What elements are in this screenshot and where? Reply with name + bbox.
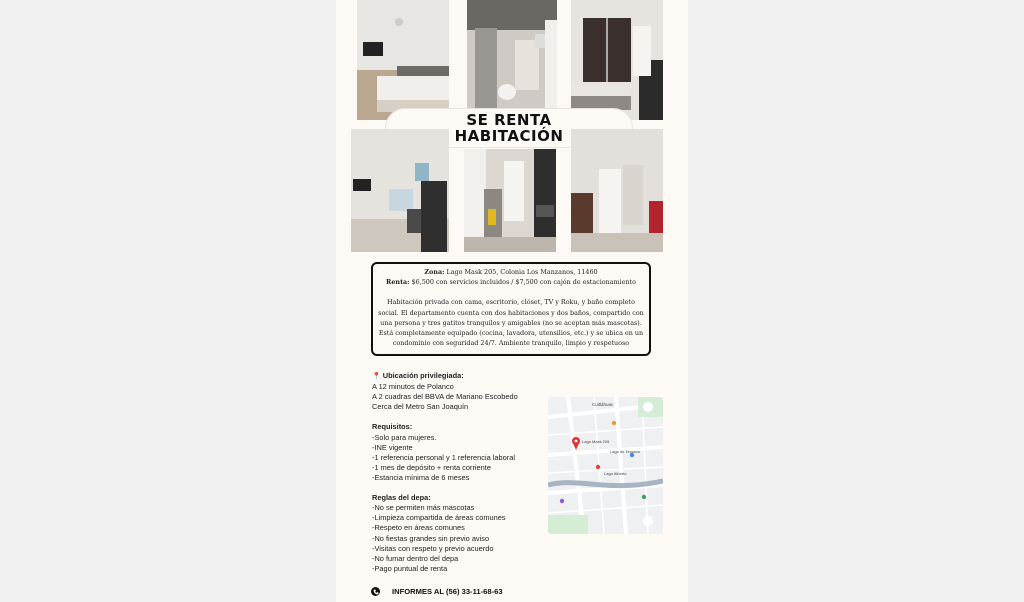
contact-text: INFORMES AL (56) 33-11-68-63 [392,587,503,596]
requisito-item: -Solo para mujeres. [372,432,437,442]
photo-living-room [351,129,449,252]
requisito-item: -Estancia mínima de 6 meses [372,472,470,482]
requisitos-title: Requisitos: [372,422,413,432]
ubicacion-item: A 2 cuadras del BBVA de Mariano Escobedo [372,392,518,402]
regla-item: -Respeto en áreas comunes [372,523,465,533]
flyer [336,0,688,602]
map-label-3: Lago Alberto [604,471,627,476]
renta-line [377,277,645,287]
title-line-1: SE RENTA [466,111,552,129]
info-box [371,262,651,356]
regla-item: -No fumar dentro del depa [372,553,459,563]
zona-line [377,267,645,277]
photo-kitchen [464,149,556,252]
regla-item: -Visitas con respeto y previo acuerdo [372,543,494,553]
contact-line [371,587,503,596]
photo-hallway [571,129,663,252]
renta-value: $6,500 con servicios incluidos / $7,500 con cajón de estacionamiento [409,278,636,287]
reglas-title: Reglas del depa: [372,493,431,503]
zona-value: Lago Mask 205, Colonia Los Manzanos, 11460 [444,268,598,276]
title-line-2: HABITACIÓN [454,127,564,145]
photo-bedroom [357,0,449,120]
location-map[interactable] [548,397,663,534]
ubicacion-title: Ubicación privilegiada: [382,371,464,380]
requisito-item: -1 mes de depósito + renta corriente [372,462,491,472]
map-label-4: Lago de Texcoco [610,449,641,454]
regla-item: -No fiestas grandes sin previo aviso [372,533,490,543]
map-pin-icon: 📍 [372,373,381,380]
description: Habitación privada con cama, escritorio, clóset, TV y Roku, y baño completo social. El departamento cuenta con dos habitaciones y dos baños, compartido con una persona y tres gatitos tranquilos y amigables (no se aceptan más mascotas). Está completamente equipado (cocina, lavadora, utensilios, etc.) y se ubica en un condominio con seguridad 24/7. Ambiente tranquilo, limpio y respetuoso [378,298,644,348]
requisito-item: -INE vigente [372,442,413,452]
renta-label: Renta: [386,278,410,287]
zona-label: Zona: [424,268,445,276]
details-lists [372,371,562,574]
regla-item: -Limpieza compartida de áreas comunes [372,513,506,523]
map-label-1: Cuitláhuac [592,402,614,407]
ubicacion-item: A 12 minutos de Polanco [372,382,454,392]
ubicacion-heading [372,371,562,382]
map-label-2: Lago Mask 205 [582,439,610,444]
ubicacion-item: Cerca del Metro San Joaquín [372,402,469,412]
phone-icon [371,587,380,596]
regla-item: -No se permiten más mascotas [372,503,475,513]
photo-closet [571,0,663,120]
regla-item: -Pago puntual de renta [372,563,448,573]
requisito-item: -1 referencia personal y 1 referencia laboral [372,452,515,462]
photo-bathroom [467,0,557,109]
